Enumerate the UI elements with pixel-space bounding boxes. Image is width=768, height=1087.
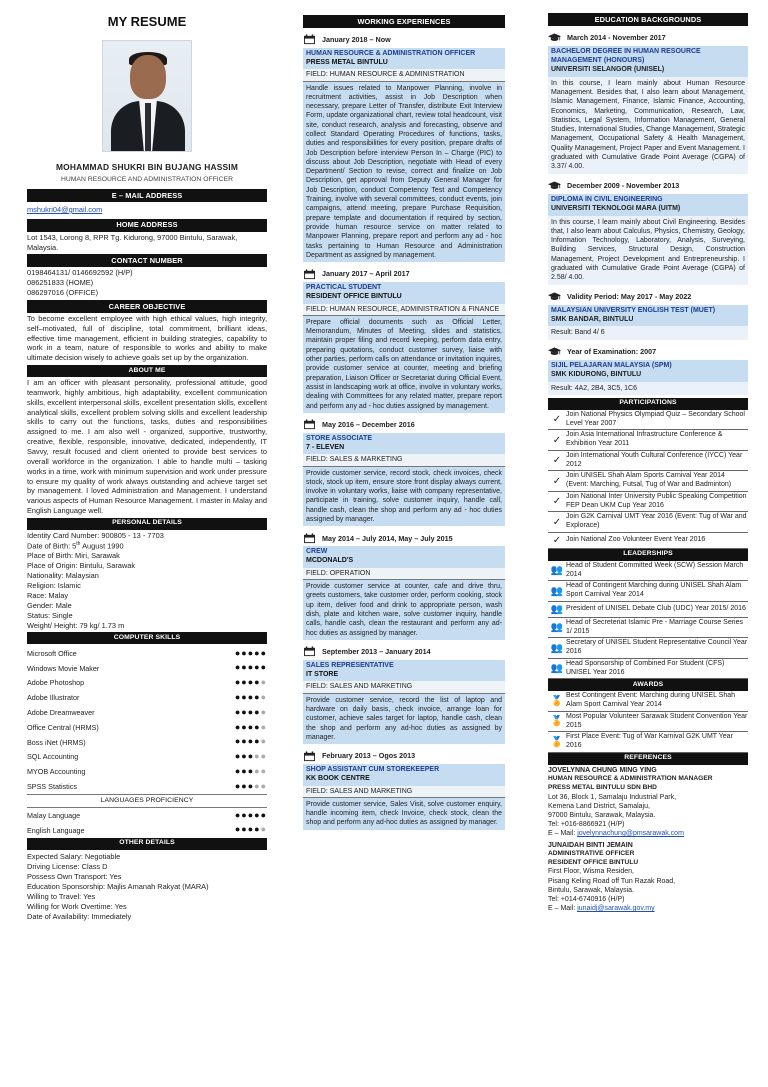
list-item-text: Join G2K Carnival UMT Year 2016 (Event: Tug of War and Explorace) [566, 513, 747, 530]
job-title: HUMAN RESOURCE & ADMINISTRATION OFFICER [306, 49, 476, 57]
reference-email-row [548, 829, 748, 838]
list-item-text: Head of Contingent Marching during UNISEL Shah Alam Sport Carnival Year 2014 [566, 582, 742, 599]
calendar-icon [303, 646, 316, 657]
language-name: English Language [27, 825, 85, 835]
other-travel: Willing to Travel: Yes [27, 891, 96, 901]
rating-dots [235, 707, 267, 719]
swoosh-icon: ✓ [552, 496, 562, 508]
other-transport: Possess Own Transport: Yes [27, 871, 122, 881]
rating-dots [235, 677, 267, 689]
rating-dot-filled: ● [234, 751, 242, 762]
other-overtime: Willing for Work Overtime: Yes [27, 901, 127, 911]
jobs-list [303, 32, 505, 830]
rating-dot-filled: ● [234, 706, 242, 717]
swoosh-icon: ✓ [552, 414, 562, 426]
personal-details [27, 530, 267, 632]
rating-dot-filled: ● [234, 677, 242, 688]
skill-row [27, 705, 267, 720]
skill-name: SPSS Statistics [27, 781, 77, 791]
job-field: FIELD: SALES AND MARKETING [303, 786, 505, 798]
skill-name: Windows Movie Maker [27, 663, 100, 673]
rating-dot-empty: ● [260, 824, 267, 835]
rating-dot-filled: ● [234, 765, 242, 776]
reference-email-row [548, 904, 748, 913]
job-role: HUMAN RESOURCE AND ADMINISTRATION OFFICER [60, 176, 234, 184]
job-field: FIELD: SALES AND MARKETING [303, 681, 505, 693]
reference-name: JOVELYNNA CHUNG MING YING [548, 766, 657, 774]
rating-dot-filled: ● [241, 736, 248, 747]
rating-dot-filled: ● [247, 662, 255, 673]
rating-dot-filled: ● [234, 736, 242, 747]
skill-row [27, 676, 267, 691]
skill-row [27, 779, 267, 794]
rating-dot-filled: ● [254, 662, 261, 673]
skills-list [27, 644, 267, 794]
rating-dot-filled: ● [260, 662, 267, 673]
job-heading [303, 546, 505, 568]
other-availability: Date of Availability: Immediately [27, 911, 132, 921]
job-date-row [303, 266, 505, 282]
right-column [548, 0, 748, 1087]
reference-address-line: Kemena Land District, Samalaju, [548, 802, 650, 810]
personal-header: PERSONAL DETAILS [27, 518, 267, 530]
skills-header: COMPUTER SKILLS [27, 632, 267, 644]
rating-dot-filled: ● [254, 692, 261, 702]
list-item [548, 602, 748, 618]
rating-dot-filled: ● [234, 780, 242, 791]
edu-date-row [548, 30, 748, 46]
personal-nationality: Nationality: Malaysian [27, 571, 99, 581]
reference-email-link[interactable]: junaidj@sarawak.gov.my [577, 905, 655, 913]
rating-dot-empty: ● [254, 780, 261, 791]
personal-status: Status: Single [27, 611, 73, 621]
reference [548, 765, 748, 840]
email-header: E – MAIL ADDRESS [27, 189, 267, 202]
language-row [27, 808, 267, 823]
job-title: SALES REPRESENTATIVE [306, 661, 394, 669]
list-item-text: President of UNISEL Debate Club (UDC) Year 2015/ 2016 [566, 605, 746, 613]
skill-name: Boss iNet (HRMS) [27, 737, 86, 747]
list-item-text: Head Sponsorship of Combined For Student (CFS) UNISEL Year 2016 [566, 659, 725, 676]
participations-header: PARTICIPATIONS [548, 398, 748, 410]
job-field: FIELD: SALES & MARKETING [303, 454, 505, 466]
medal-icon: 🏅 [550, 736, 564, 748]
edu-date: December 2009 - November 2013 [567, 180, 680, 190]
medal-icon: 🏅 [550, 716, 564, 728]
edu-heading [548, 360, 748, 382]
rating-dot-filled: ● [241, 706, 248, 717]
medal-icon: 🏅 [550, 695, 564, 707]
rating-dot-filled: ● [241, 677, 248, 688]
rating-dot-filled: ● [247, 692, 255, 702]
edu-school: UNIVERSITI SELANGOR (UNISEL) [551, 65, 665, 73]
people-icon: 👥 [550, 622, 564, 634]
people-icon: 👥 [550, 585, 564, 597]
personal-pob: Place of Birth: Miri, Sarawak [27, 551, 120, 561]
reference-address-line: 97000 Bintulu, Sarawak, Malaysia. [548, 811, 656, 819]
email-link[interactable]: mshukri04@gmail.com [27, 204, 103, 214]
job-description: Handle issues related to Manpower Planning, involve in recruitment activities, assist in Job Description when necessary, prepare Letter of Transfer, distribute Exit Interview Form, update organizational chart, review total headcount, visit site, conduct research, analysis and forecasting, observe and collect Standard Operating Procedures of functions, tasks, duties and responsibilities for every position, prepare drafts of Job Description before interview Person In – Charge (PIC) to discuss about Job Description, negotiate with Head of every Department/ Section to revise, correct and finalize on Job Description, get approval from Deputy General Manager for Job Description, conduct Competency Test and Competency Training, involve with several committees, conduct events, join campaigns, attend meeting, prepare Purchase Requisition, prepare template and documentation if required by section, provide human resource service on matter related to Manpower Planning, prepare report and perform any ad - hoc tasks pertaining to Human Resource and Administration Department as assigned by management. [303, 82, 505, 263]
rating-dot-filled: ● [247, 647, 255, 658]
reference-company: PRESS METAL BINTULU SDN BHD [548, 783, 657, 791]
job-description: Provide customer service, record stock, check invoices, check stock, stock up item, ensure store front display always current, involve in voluntary works, liaise with company representative, participate in training, solve customer inquiry, handle call, handle cash, clean the shop and perform any ad - hoc duties assigned by manager. [303, 467, 505, 527]
job-date-row [303, 644, 505, 660]
edu-school: SMK KIDURONG, BINTULU [551, 370, 642, 378]
other-details [27, 850, 267, 922]
contact-mobile: 0198464131/ 0146692592 (H/P) [27, 268, 133, 278]
edu-description: Result: 4A2, 2B4, 3C5, 1C6 [548, 382, 748, 395]
edu-school: SMK BANDAR, BINTULU [551, 315, 634, 323]
job-field: FIELD: HUMAN RESOURCE, ADMINISTRATION & FINANCE [303, 304, 505, 316]
personal-weight: Weight/ Height: 79 kg/ 1.73 m [27, 621, 125, 631]
edu-date: March 2014 - November 2017 [567, 33, 666, 43]
rating-dot-filled: ● [234, 647, 242, 658]
rating-dot-filled: ● [241, 692, 248, 702]
job-title: SHOP ASSISTANT CUM STOREKEEPER [306, 766, 440, 774]
list-item [548, 512, 748, 533]
rating-dots [235, 824, 267, 836]
list-item-text: Join National Inter University Public Speaking Competition FEP Dean UKM Cup Year 2016 [566, 492, 747, 509]
reference-address-line: First Floor, Wisma Residen, [548, 868, 634, 876]
language-name: Malay Language [27, 810, 81, 820]
reference-address-line: Pisang Keling Road off Tun Razak Road, [548, 877, 676, 885]
rating-dot-filled: ● [260, 809, 267, 820]
rating-dot-filled: ● [254, 647, 261, 658]
job-date-row [303, 417, 505, 433]
personal-ic: Identity Card Number: 900805 - 13 - 7703 [27, 530, 164, 540]
swoosh-icon: ✓ [552, 455, 562, 467]
rating-dot-filled: ● [254, 824, 261, 835]
skill-row [27, 735, 267, 750]
job-date: May 2014 – July 2014, May – July 2015 [322, 533, 453, 543]
calendar-icon [303, 269, 316, 280]
people-icon: 👥 [550, 603, 564, 615]
about-header: ABOUT ME [27, 365, 267, 377]
swoosh-icon: ✓ [552, 516, 562, 528]
rating-dots [235, 810, 267, 822]
edu-description: Result: Band 4/ 6 [548, 326, 748, 339]
job-heading [303, 660, 505, 682]
reference-name: JUNAIDAH BINTI JEMAIN [548, 841, 633, 849]
skill-row [27, 720, 267, 735]
job-date: January 2017 – April 2017 [322, 269, 410, 279]
job-date: February 2013 – Ogos 2013 [322, 751, 416, 761]
rating-dot-filled: ● [234, 662, 242, 673]
job-description: Provide customer service, record the list of laptop and hardware on daily basis, check invoice, arrange loan for customer, achieve sales target for laptop, handle cash, clean the shop and perform any ad-hoc duties as assigned by manager. [303, 694, 505, 744]
rating-dot-filled: ● [247, 780, 255, 791]
list-item [548, 492, 748, 513]
rating-dot-filled: ● [247, 677, 255, 688]
awards-list [548, 691, 748, 753]
list-item [548, 533, 748, 549]
graduation-cap-icon [548, 180, 561, 191]
home-address: Lot 1543, Lorong 8, RPR Tg. Kidurong, 97000 Bintulu, Sarawak, Malaysia. [27, 232, 238, 252]
people-icon: 👥 [550, 565, 564, 577]
reference-position: HUMAN RESOURCE & ADMINISTRATION MANAGER [548, 775, 713, 783]
list-item-text: First Place Event: Tug of War Karnival G2K UMT Year 2016 [566, 733, 733, 750]
job-company: IT STORE [306, 670, 339, 678]
rating-dot-empty: ● [254, 765, 261, 776]
graduation-cap-icon [548, 32, 561, 43]
rating-dot-filled: ● [234, 721, 242, 732]
edu-title: MALAYSIAN UNIVERSITY ENGLISH TEST (MUET) [551, 306, 716, 314]
job-company: RESIDENT OFFICE BINTULU [306, 292, 402, 300]
rating-dots [235, 781, 267, 793]
list-item-text: Secretary of UNISEL Student Representative Council Year 2016 [566, 639, 748, 656]
rating-dots [235, 692, 267, 704]
contact-office: 086297016 (OFFICE) [27, 288, 99, 298]
job-field: FIELD: HUMAN RESOURCE & ADMINISTRATION [303, 69, 505, 81]
rating-dot-filled: ● [241, 765, 248, 776]
rating-dot-empty: ● [260, 692, 267, 702]
skill-name: Office Central (HRMS) [27, 722, 99, 732]
job-field: FIELD: OPERATION [303, 568, 505, 580]
rating-dot-filled: ● [247, 765, 255, 776]
calendar-icon [303, 751, 316, 762]
personal-dob: Date of Birth: 5th August 1990 [27, 540, 124, 551]
job-heading [303, 282, 505, 304]
job-date-row [303, 32, 505, 48]
other-sponsorship: Education Sponsorship: Majlis Amanah Rakyat (MARA) [27, 881, 209, 891]
rating-dot-filled: ● [247, 809, 255, 820]
list-item [548, 430, 748, 451]
rating-dot-filled: ● [247, 721, 255, 732]
education-list [548, 30, 748, 395]
rating-dots [235, 766, 267, 778]
career-objective: To become excellent employee with high ethical values, high integrity, self–motivated, full of discipline, total commitment, brilliant ideas, effective time management, efficient in building strategies, capability to work in a team, nature of responsible to works and ability to make ultimate decision wisely to achieve goals set up by the organization. [27, 313, 267, 363]
edu-description: In this course, I learn mainly about Human Resource Management. Besides that, I also learn about Management, Islamic Management, Finance, Islamic Finance, Accounting, Economics, Marketing, Communication, Research, Law, Statistics, Legal System, Information Management, General Studies, International Studies, Change Management, Strategic Management, Occupational Safety & Health Management, Quality Management, Project Paper and Event Management. I graduated with Cumulative Grade Point Average (CGPA) of 3.37/ 4.00. [548, 77, 748, 174]
contact-header: CONTACT NUMBER [27, 254, 267, 267]
profile-photo [102, 40, 192, 152]
job-date-row [303, 748, 505, 764]
personal-religion: Religion: Islamic [27, 581, 81, 591]
swoosh-icon: ✓ [552, 475, 562, 487]
full-name: MOHAMMAD SHUKRI BIN BUJANG HASSIM [55, 162, 238, 173]
education-header: EDUCATION BACKGROUNDS [548, 13, 748, 26]
skill-row [27, 646, 267, 661]
rating-dot-empty: ● [260, 765, 267, 776]
skill-row [27, 661, 267, 676]
objective-header: CAREER OBJECTIVE [27, 300, 267, 313]
job-heading [303, 433, 505, 455]
left-column [27, 0, 267, 1087]
home-header: HOME ADDRESS [27, 219, 267, 232]
rating-dot-empty: ● [260, 677, 267, 688]
list-item [548, 471, 748, 492]
rating-dots [235, 751, 267, 763]
contact-home: 086251833 (HOME) [27, 278, 94, 288]
list-item-text: Best Contingent Event: Marching during UNISEL Shah Alam Sport Carnival Year 2014 [566, 692, 736, 709]
personal-gender: Gender: Male [27, 601, 72, 611]
list-item [548, 451, 748, 472]
rating-dot-empty: ● [260, 736, 267, 747]
rating-dot-filled: ● [234, 809, 242, 820]
language-row [27, 823, 267, 838]
job-description: Prepare official documents such as Official Letter, Memorandum, Minutes of Meeting, slides and statistics, maintain proper filing and record keeping, perform data entry, preparing quotations, conduct customer survey, liaise with other parties, perform calls on attendance or invitation inquires, provide customer service at counter, meeting and briefing preparation, Liaison Officer or Secretariat during Official Event, assist in landscaping work at office, involve in voluntary works, dealing with Committees for any related matter, prepare report and perform any ad - hoc duties assigned by management. [303, 316, 505, 413]
list-item [548, 581, 748, 602]
reference-email-label: E – Mail: [548, 830, 578, 838]
other-header: OTHER DETAILS [27, 838, 267, 850]
job-description: Provide customer service, Sales Visit, solve customer enquiry, handle incoming item, check Invoice, check stock, clean the shop and perform any ad-hoc duties as assigned by manager. [303, 798, 505, 830]
leaderships-header: LEADERSHIPS [548, 549, 748, 561]
edu-heading [548, 305, 748, 327]
rating-dot-empty: ● [260, 780, 267, 791]
skill-name: Adobe Dreamweaver [27, 707, 95, 717]
job-date: January 2018 – Now [322, 35, 391, 45]
about-me: I am an officer with pleasant personality, professional attitude, good teamwork, highly ambitious, high adaptability, excellent communication skills, excellent interpersonal skills, excellent presentation skills, excellent analytical skills, excellent problem solving skills and excellent leadership skills to carry out the functions, tasks, duties and responsibilities assigned to me. I am also well - organized, supportive, trustworthy, creative, flexible, responsible, innovative, dedicated, independently, IT Savvy, result focused and client oriented to provide best services to overall workforce in the organization. I able to handle multi – tasking works in a time, work with minimum supervision and work under pressure to ensure my quality of work always outstanding and achieve target set by management. I loved Administration and Management. I understand various aspects of Human Resource Management. I master in Malay and English Language well. [27, 378, 267, 516]
rating-dot-filled: ● [241, 647, 248, 658]
participations-list [548, 410, 748, 549]
edu-description: In this course, I learn mainly about Civil Engineering. Besides that, I also learn about Calculus, Physics, Chemistry, Geology, Information Technology, Laboratory, Analysis, Surveying, Building Services, Structural Design, Construction Management, Project Development and Entrepreneurship. I graduated with Cumulative Grade Point Average (CGPA) of 2.58/ 4.00. [548, 216, 748, 285]
reference-company: RESIDENT OFFICE BINTULU [548, 858, 639, 866]
list-item [548, 712, 748, 733]
rating-dot-filled: ● [241, 751, 248, 762]
graduation-cap-icon [548, 291, 561, 302]
reference-address-line: Tel: +016-8866921 (H/P) [548, 821, 625, 829]
rating-dot-filled: ● [260, 647, 267, 658]
job-company: 7 - ELEVEN [306, 443, 345, 451]
reference [548, 840, 748, 915]
people-icon: 👥 [550, 663, 564, 675]
skill-name: MYOB Accounting [27, 767, 86, 777]
edu-school: UNIVERSITI TEKNOLOGI MARA (UITM) [551, 204, 681, 212]
job-title: STORE ASSOCIATE [306, 434, 372, 442]
rating-dot-filled: ● [254, 736, 261, 747]
rating-dots [235, 722, 267, 734]
rating-dot-filled: ● [247, 751, 255, 762]
rating-dot-filled: ● [247, 736, 255, 747]
skill-name: Adobe Illustrator [27, 693, 80, 703]
job-date-row [303, 530, 505, 546]
edu-date-row [548, 344, 748, 360]
reference-position: ADMINISTRATIVE OFFICER [548, 849, 635, 857]
rating-dot-empty: ● [254, 751, 261, 762]
awards-header: AWARDS [548, 679, 748, 691]
swoosh-icon: ✓ [552, 534, 562, 546]
job-date: September 2013 – January 2014 [322, 647, 431, 657]
job-company: KK BOOK CENTRE [306, 774, 370, 782]
list-item-text: Join International Youth Cultural Conference (IYCC) Year 2012 [566, 451, 743, 468]
reference-address-line: Lot 36, Block 1, Samalaju Industrial Park, [548, 793, 677, 801]
edu-date-row [548, 178, 748, 194]
skill-row [27, 750, 267, 765]
rating-dots [235, 736, 267, 748]
edu-heading [548, 194, 748, 216]
other-license: Driving License: Class D [27, 861, 108, 871]
edu-title: BACHELOR DEGREE IN HUMAN RESOURCE MANAGEMENT (HONOURS) [551, 47, 701, 64]
job-date: May 2016 – December 2016 [322, 420, 415, 430]
skill-row [27, 765, 267, 780]
rating-dot-filled: ● [247, 824, 255, 835]
rating-dot-filled: ● [241, 721, 248, 732]
rating-dot-filled: ● [254, 706, 261, 717]
rating-dots [235, 662, 267, 674]
list-item-text: Head of Student Committed Week (SCW) Session March 2014 [566, 561, 744, 578]
list-item-text: Join National Physics Olympiad Quiz – Secondary School Level Year 2007 [566, 410, 745, 427]
list-item [548, 659, 748, 680]
list-item [548, 638, 748, 659]
references-header: REFERENCES [548, 753, 748, 765]
skill-name: SQL Accounting [27, 752, 79, 762]
list-item-text: Join UNISEL Shah Alam Sports Carnival Year 2014 (Event: Marching, Futsal, Tug of War and Badminton) [566, 472, 732, 489]
job-title: PRACTICAL STUDENT [306, 284, 382, 292]
skill-name: Microsoft Office [27, 648, 77, 658]
rating-dot-empty: ● [260, 706, 267, 717]
calendar-icon [303, 34, 316, 45]
rating-dot-filled: ● [247, 706, 255, 717]
list-item [548, 618, 748, 639]
other-salary: Expected Salary: Negotiable [27, 851, 121, 861]
edu-heading [548, 46, 748, 77]
personal-origin: Place of Origin: Bintulu, Sarawak [27, 561, 136, 571]
list-item-text: Join Asia International Infrastructure Conference & Exhibition Year 2011 [566, 431, 723, 448]
rating-dot-filled: ● [241, 824, 248, 835]
list-item [548, 732, 748, 753]
reference-address-line: Tel: +014-6740916 (H/P) [548, 896, 625, 904]
people-icon: 👥 [550, 642, 564, 654]
rating-dot-filled: ● [254, 809, 261, 820]
calendar-icon [303, 419, 316, 430]
middle-column [303, 0, 505, 1087]
rating-dot-empty: ● [260, 721, 267, 732]
reference-email-label: E – Mail: [548, 905, 578, 913]
job-description: Provide customer service at counter, cafe and drive thru, greets customers, take customer order, perform cooking, stock up item, deliver food and drink to appropriate person, wash dish, plate and kitchen ware, solve customer inquiry, handle calls, handle cash, clean the restaurant and perform any ad-hoc duties as assigned by manager. [303, 580, 505, 640]
job-company: PRESS METAL BINTULU [306, 58, 388, 66]
skill-row [27, 691, 267, 706]
experience-header: WORKING EXPERIENCES [303, 15, 505, 28]
skill-name: Adobe Photoshop [27, 678, 85, 688]
list-item [548, 561, 748, 582]
lang-header: LANGUAGES PROFICIENCY [27, 794, 267, 808]
edu-date-row [548, 289, 748, 305]
rating-dot-filled: ● [254, 721, 261, 732]
list-item [548, 691, 748, 712]
job-heading [303, 48, 505, 70]
reference-address-line: Bintulu, Sarawak, Malaysia. [548, 886, 634, 894]
list-item-text: Join National Zoo Volunteer Event Year 2016 [566, 536, 706, 544]
rating-dot-filled: ● [241, 780, 248, 791]
rating-dot-filled: ● [234, 692, 242, 702]
references-list [548, 765, 748, 915]
calendar-icon [303, 533, 316, 544]
rating-dot-empty: ● [260, 751, 267, 762]
reference-email-link[interactable]: jovelynnachung@pmsarawak.com [577, 830, 684, 838]
edu-date: Year of Examination: 2007 [567, 347, 657, 357]
resume-title: MY RESUME [107, 14, 187, 29]
list-item-text: Head of Secreteriat Islamic Pre - Marriage Course Series 1/ 2015 [566, 618, 744, 635]
leaderships-list [548, 561, 748, 680]
rating-dot-filled: ● [254, 677, 261, 688]
edu-title: DIPLOMA IN CIVIL ENGINEERING [551, 195, 663, 203]
rating-dots [235, 648, 267, 660]
languages-list [27, 808, 267, 838]
list-item-text: Most Popular Volunteer Sarawak Student Convention Year 2015 [566, 712, 748, 729]
personal-race: Race: Malay [27, 591, 69, 601]
edu-title: SIJIL PELAJARAN MALAYSIA (SPM) [551, 361, 672, 369]
rating-dot-filled: ● [241, 809, 248, 820]
rating-dot-filled: ● [234, 824, 242, 835]
job-title: CREW [306, 548, 328, 556]
swoosh-icon: ✓ [552, 434, 562, 446]
job-company: MCDONALD'S [306, 557, 354, 565]
graduation-cap-icon [548, 346, 561, 357]
edu-date: Validity Period: May 2017 - May 2022 [567, 291, 692, 301]
rating-dot-filled: ● [241, 662, 248, 673]
list-item [548, 410, 748, 431]
job-heading [303, 764, 505, 786]
